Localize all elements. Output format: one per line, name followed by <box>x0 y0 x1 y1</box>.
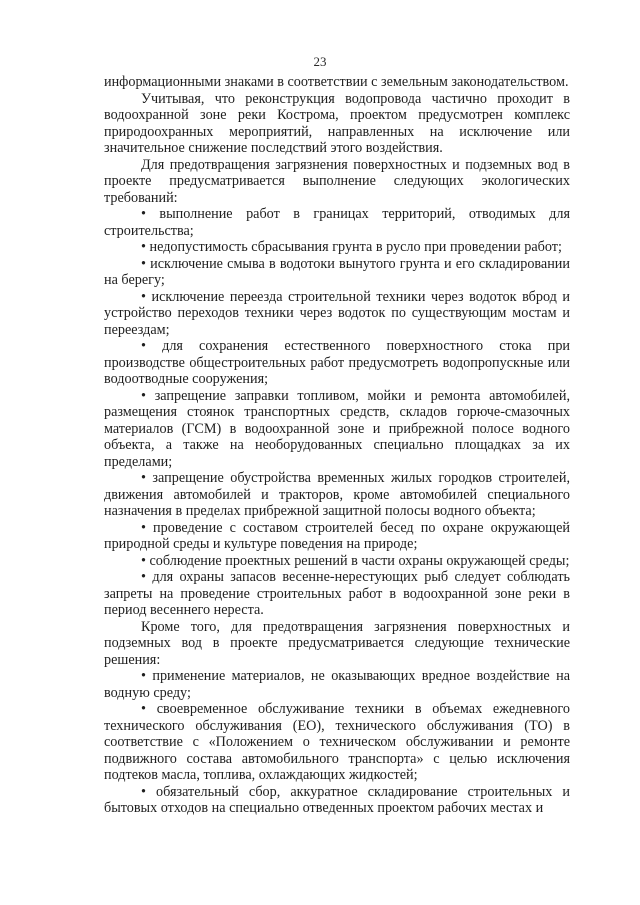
list-item: • своевременное обслуживание техники в объемах ежедневного технического обслуживания (ЕО), технического обслуживания (ТО) в соответствие с «Положением о техническом обслуживании и ремонте подвижного состава автомобильного транспорта» с целью исключения подтеков масла, топлива, охлаждающих жидкостей; <box>104 701 570 783</box>
list-item: • выполнение работ в границах территорий, отводимых для строительства; <box>104 206 570 239</box>
list-item: • для сохранения естественного поверхностного стока при производстве общестроительных работ предусмотреть водопропускные или водоотводные сооружения; <box>104 338 570 387</box>
page-number: 23 <box>313 54 327 69</box>
list-item: • исключение смыва в водотоки вынутого грунта и его складировании на берегу; <box>104 255 570 288</box>
list-item: • запрещение обустройства временных жилых городков строителей, движения автомобилей и тракторов, кроме автомобилей специального назначения в пределах прибрежной защитной полосы водного объекта; <box>104 470 570 519</box>
document-body <box>104 74 570 817</box>
paragraph-technical-solutions-intro: Кроме того, для предотвращения загрязнения поверхностных и подземных вод в проекте предусматривается следующие технические решения: <box>104 618 570 668</box>
paragraph-eco-requirements-intro: Для предотвращения загрязнения поверхностных и подземных вод в проекте предусматривается выполнение следующих экологических требований: <box>104 156 570 206</box>
paragraph-reconstruction: Учитывая, что реконструкция водопровода частично проходит в водоохранной зоне реки Кострома, проектом предусмотрен комплекс природоохранных мероприятий, направленных на исключение или значительное снижение последствий этого воздействия. <box>104 90 570 156</box>
list-item: • исключение переезда строительной техники через водоток вброд и устройство переходов техники через водоток по существующим мостам и переездам; <box>104 288 570 338</box>
paragraph-continuation: информационными знаками в соответствии с земельным законодательством. <box>104 74 569 90</box>
list-item: • недопустимость сбрасывания грунта в русло при проведении работ; <box>141 239 562 255</box>
list-item: • соблюдение проектных решений в части охраны окружающей среды; <box>141 552 570 569</box>
list-item: • запрещение заправки топливом, мойки и ремонта автомобилей, размещения стоянок транспортных средств, складов горюче-смазочных материалов (ГСМ) в водоохранной зоне и прибрежной полосе водного объекта, а также на необорудованных специально площадках за их пределами; <box>104 387 570 470</box>
list-item: • применение материалов, не оказывающих вредное воздействие на водную среду; <box>104 668 570 701</box>
list-item: • для охраны запасов весенне-нерестующих рыб следует соблюдать запреты на проведение строительных работ в водоохранной зоне реки в период весеннего нереста. <box>104 569 570 618</box>
list-item: • обязательный сбор, аккуратное складирование строительных и бытовых отходов на специально отведенных проектом рабочих местах и <box>104 783 570 816</box>
list-item: • проведение с составом строителей бесед по охране окружающей природной среды и культуре поведения на природе; <box>104 519 570 552</box>
